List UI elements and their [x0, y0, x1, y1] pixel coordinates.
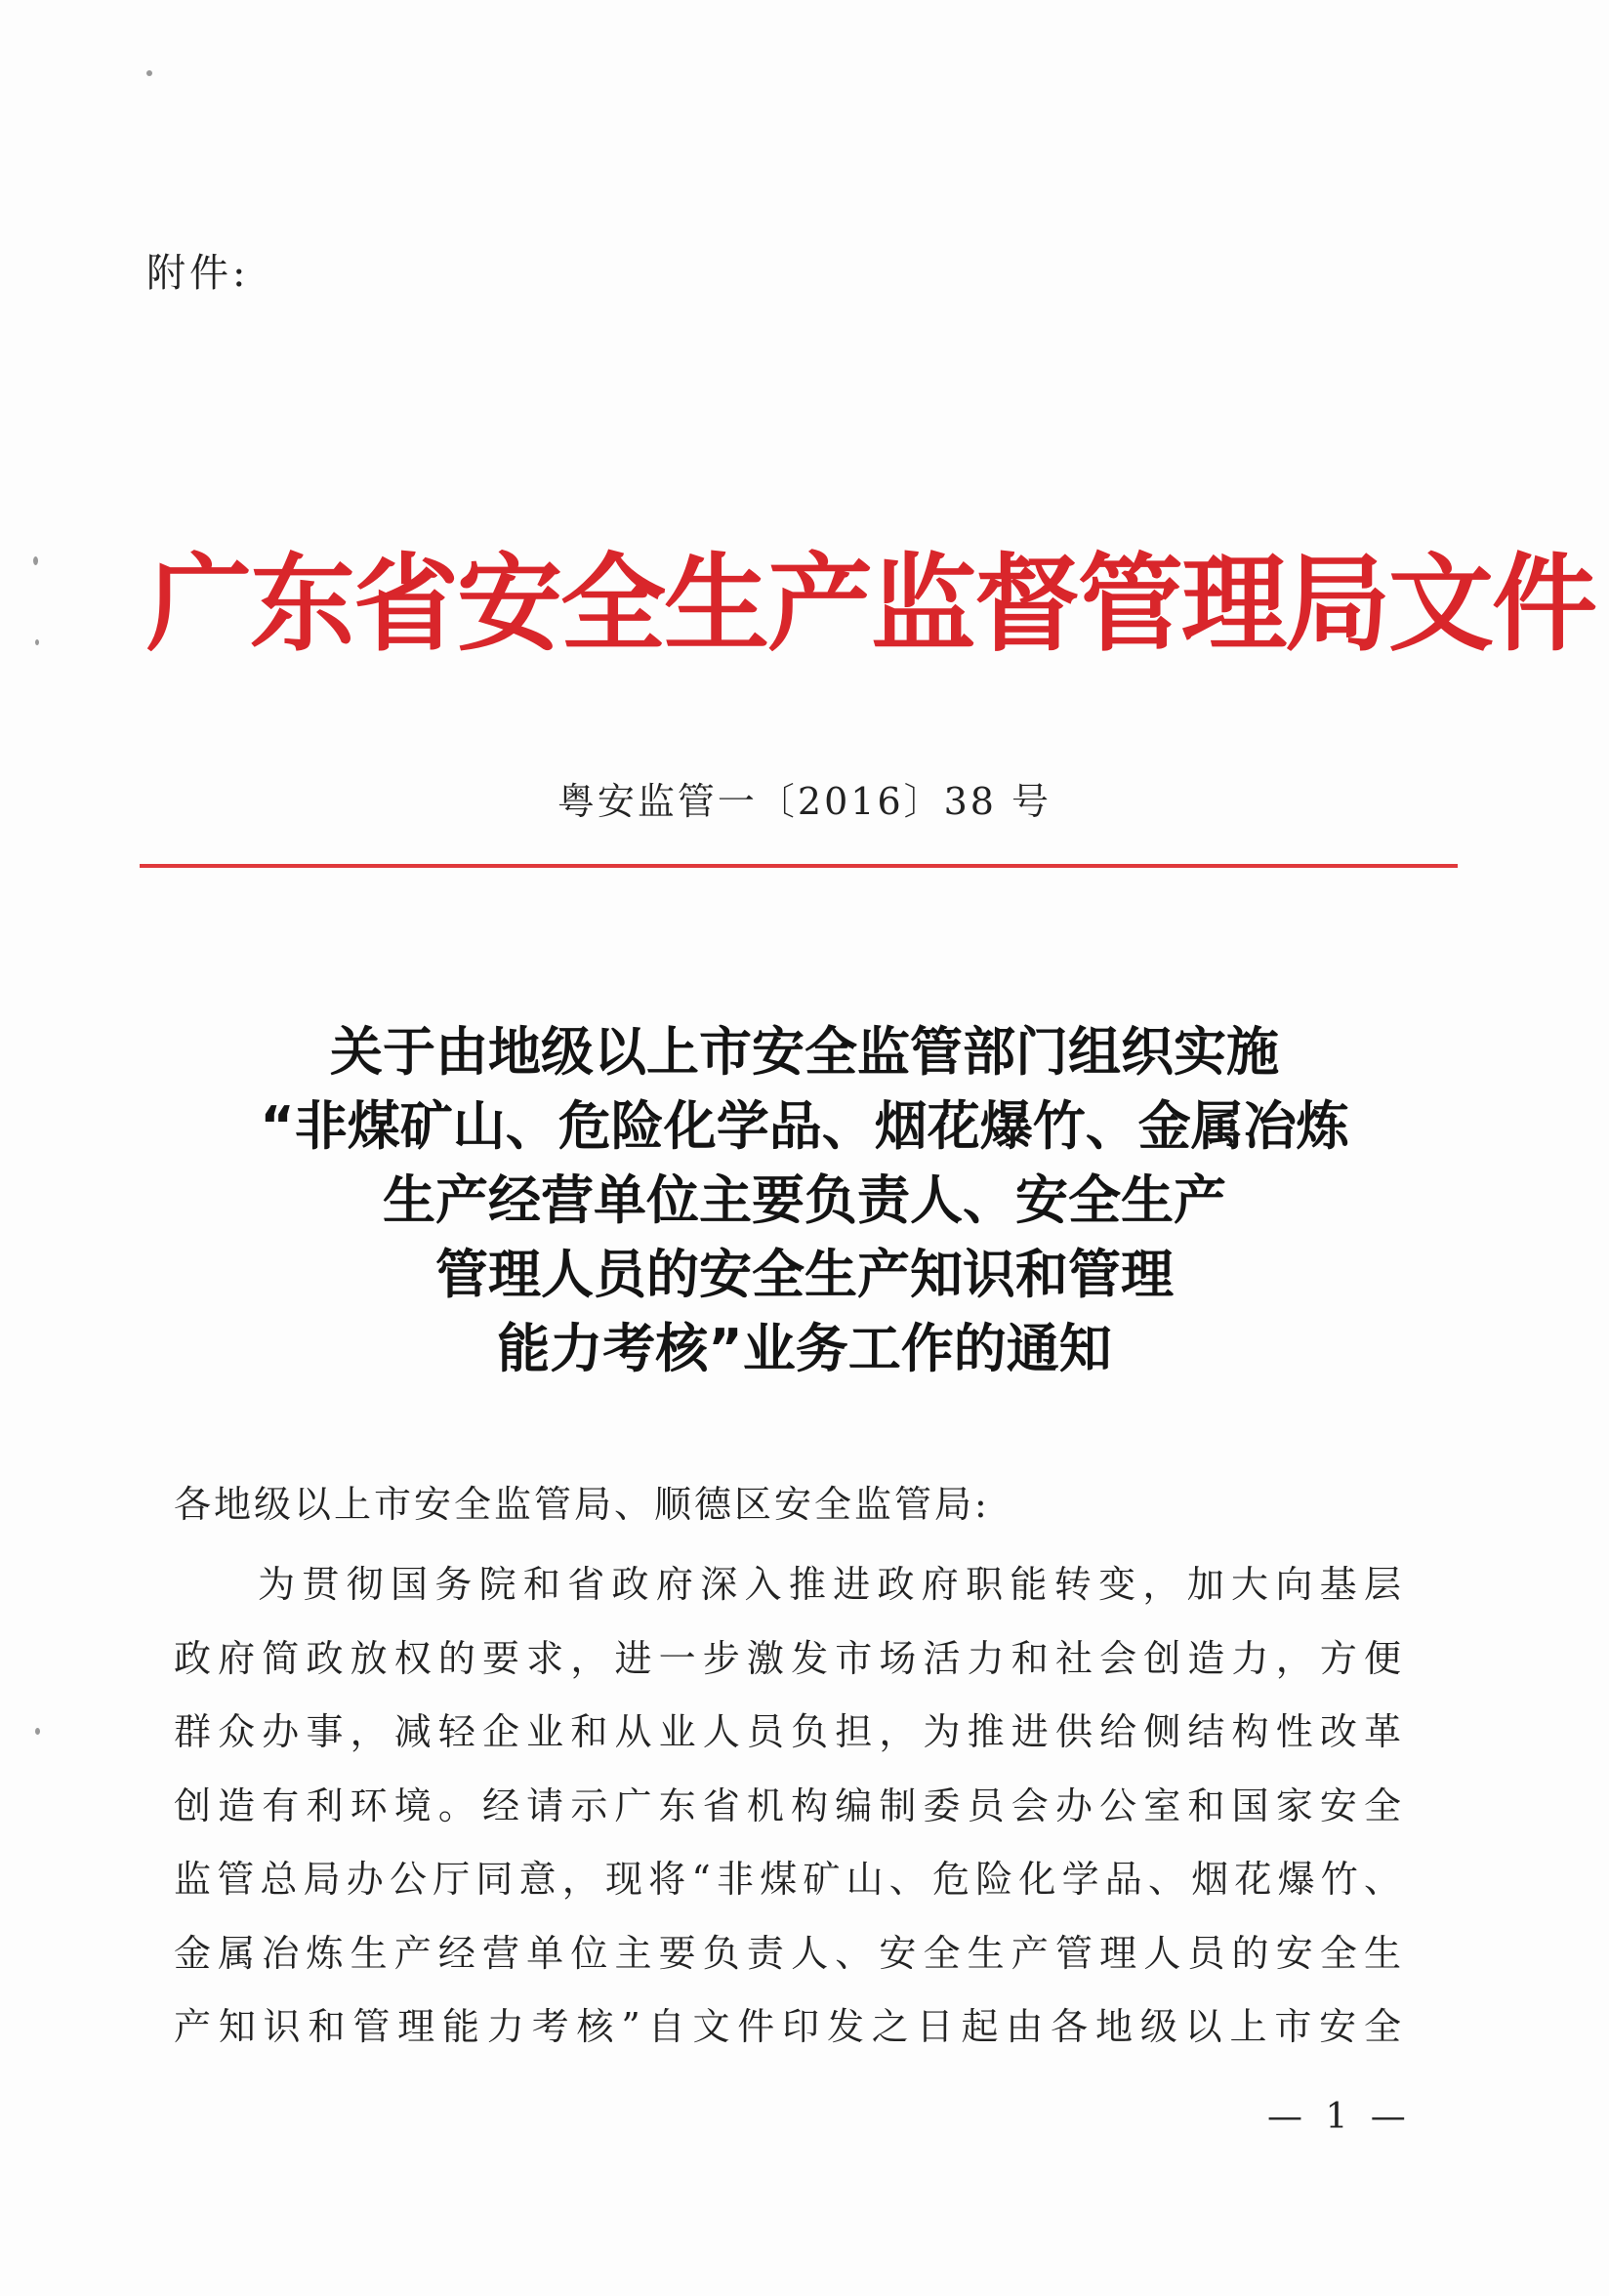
title-line: “非煤矿山、危险化学品、烟花爆竹、金属冶炼: [260, 1095, 1349, 1157]
issuing-authority-masthead: 广东省安全生产监督管理局文件: [146, 544, 1596, 666]
body-line: 政府简政放权的要求，进一步激发市场活力和社会创造力，方便: [174, 1636, 1404, 1680]
body-line: 监管总局办公厅同意，现将“非煤矿山、危险化学品、烟花爆竹、: [174, 1858, 1404, 1901]
body-line: 金属冶炼生产经营单位主要负责人、安全生产管理人员的安全生: [174, 1931, 1404, 1975]
salutation: 各地级以上市安全监管局、顺德区安全监管局:: [174, 1483, 990, 1526]
document-title: [146, 1015, 1463, 1386]
red-separator-line: [140, 864, 1458, 868]
body-paragraph: [174, 1548, 1404, 2065]
page-number: — 1 —: [1267, 2097, 1412, 2137]
title-line: 关于由地级以上市安全监管部门组织实施: [330, 1021, 1279, 1083]
scan-speck: [33, 556, 38, 565]
scan-speck: [35, 1728, 40, 1735]
attachment-label: 附件:: [146, 251, 250, 296]
title-line: 生产经营单位主要负责人、安全生产: [383, 1169, 1226, 1231]
body-line: 创造有利环境。经请示广东省机构编制委员会办公室和国家安全: [174, 1784, 1404, 1827]
document-number: 粤安监管一〔2016〕38 号: [557, 780, 1052, 823]
title-line: 管理人员的安全生产知识和管理: [435, 1244, 1174, 1305]
body-line: 群众办事，减轻企业和从业人员负担，为推进供给侧结构性改革: [174, 1710, 1404, 1753]
scan-speck: [146, 70, 152, 76]
body-line: 产知识和管理能力考核”自文件印发之日起由各地级以上市安全: [174, 2005, 1404, 2048]
scan-speck: [35, 639, 39, 645]
title-line: 能力考核”业务工作的通知: [497, 1318, 1112, 1379]
body-line: 为贯彻国务院和省政府深入推进政府职能转变，加大向基层: [258, 1563, 1404, 1606]
